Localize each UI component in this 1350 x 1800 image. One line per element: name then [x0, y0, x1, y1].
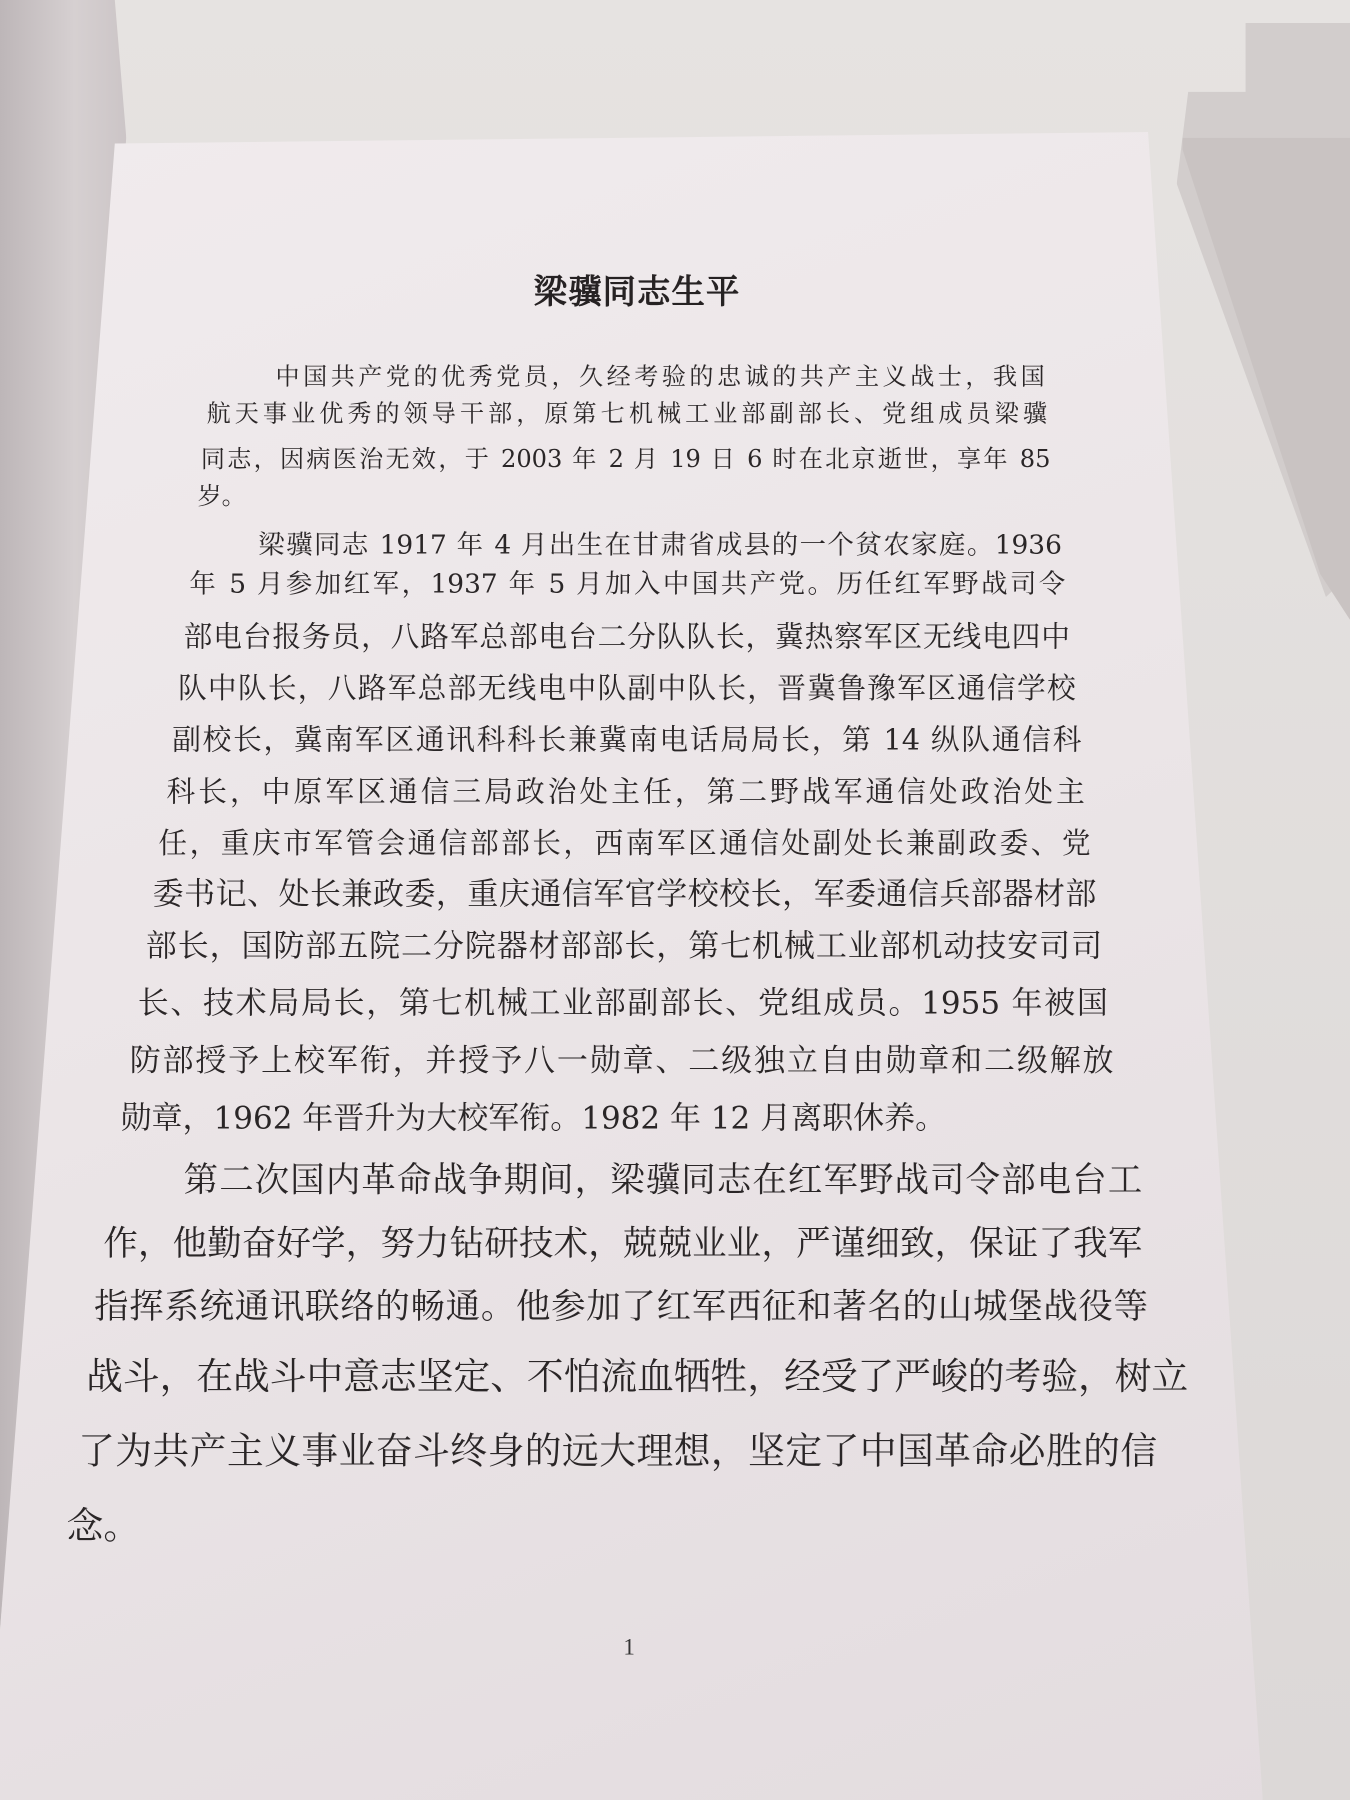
- text-line: 队中队长，八路军总部无线电中队副中队长，晋冀鲁豫军区通信学校: [177, 671, 1076, 705]
- text-line: 了为共产主义事业奋斗终身的远大理想，坚定了中国革命必胜的信: [78, 1429, 1158, 1473]
- text-line: 同志，因病医治无效，于 2003 年 2 月 19 日 6 时在北京逝世，享年 85: [200, 445, 1051, 473]
- text-line: 梁骥同志 1917 年 4 月出生在甘肃省成县的一个贫农家庭。1936: [258, 530, 1062, 561]
- text-line: 副校长，冀南军区通讯科科长兼冀南电话局局长，第 14 纵队通信科: [172, 723, 1082, 757]
- text-line: 航天事业优秀的领导干部，原第七机械工业部副部长、党组成员梁骥: [206, 399, 1047, 428]
- text-line: 任，重庆市军管会通信部部长，西南军区通信处副处长兼副政委、党: [158, 826, 1091, 860]
- text-line: 指挥系统通讯联络的畅通。他参加了红军西征和著名的山城堡战役等: [94, 1286, 1149, 1328]
- text-line: 战斗，在战斗中意志坚定、不怕流血牺牲，经受了严峻的考验，树立: [86, 1354, 1189, 1399]
- text-line: 科长，中原军区通信三局政治处主任，第二野战军通信处政治处主: [166, 774, 1085, 809]
- page-number: 1: [623, 1634, 635, 1661]
- text-line: 念。: [66, 1503, 141, 1548]
- text-line: 勋章，1962 年晋升为大校军衔。1982 年 12 月离职休养。: [120, 1100, 947, 1137]
- text-line: 防部授予上校军衔，并授予八一勋章、二级独立自由勋章和二级解放: [129, 1043, 1114, 1080]
- text-line: 部长，国防部五院二分院器材部部长，第七机械工业部机动技安司司: [145, 928, 1103, 965]
- text-line: 委书记、处长兼政委，重庆通信军官学校校长，军委通信兵部器材部: [152, 877, 1097, 913]
- text-line: 年 5 月参加红军，1937 年 5 月加入中国共产党。历任红军野战司令: [189, 569, 1066, 600]
- text-line: 长、技术局局长，第七机械工业部副部长、党组成员。1955 年被国: [137, 986, 1108, 1022]
- text-line: 中国共产党的优秀党员，久经考验的忠诚的共产主义战士，我国: [275, 362, 1045, 391]
- text-line: 第二次国内革命战争期间，梁骥同志在红军野战司令部电台工: [183, 1160, 1143, 1201]
- text-line: 作，他勤奋好学，努力钻研技术，兢兢业业，严谨细致，保证了我军: [103, 1223, 1143, 1264]
- document-title: 梁骥同志生平: [533, 272, 741, 312]
- text-line: 岁。: [197, 482, 246, 510]
- background-papers: [1182, 92, 1350, 620]
- text-line: 部电台报务员，八路军总部电台二分队队长，冀热察军区无线电四中: [183, 619, 1070, 654]
